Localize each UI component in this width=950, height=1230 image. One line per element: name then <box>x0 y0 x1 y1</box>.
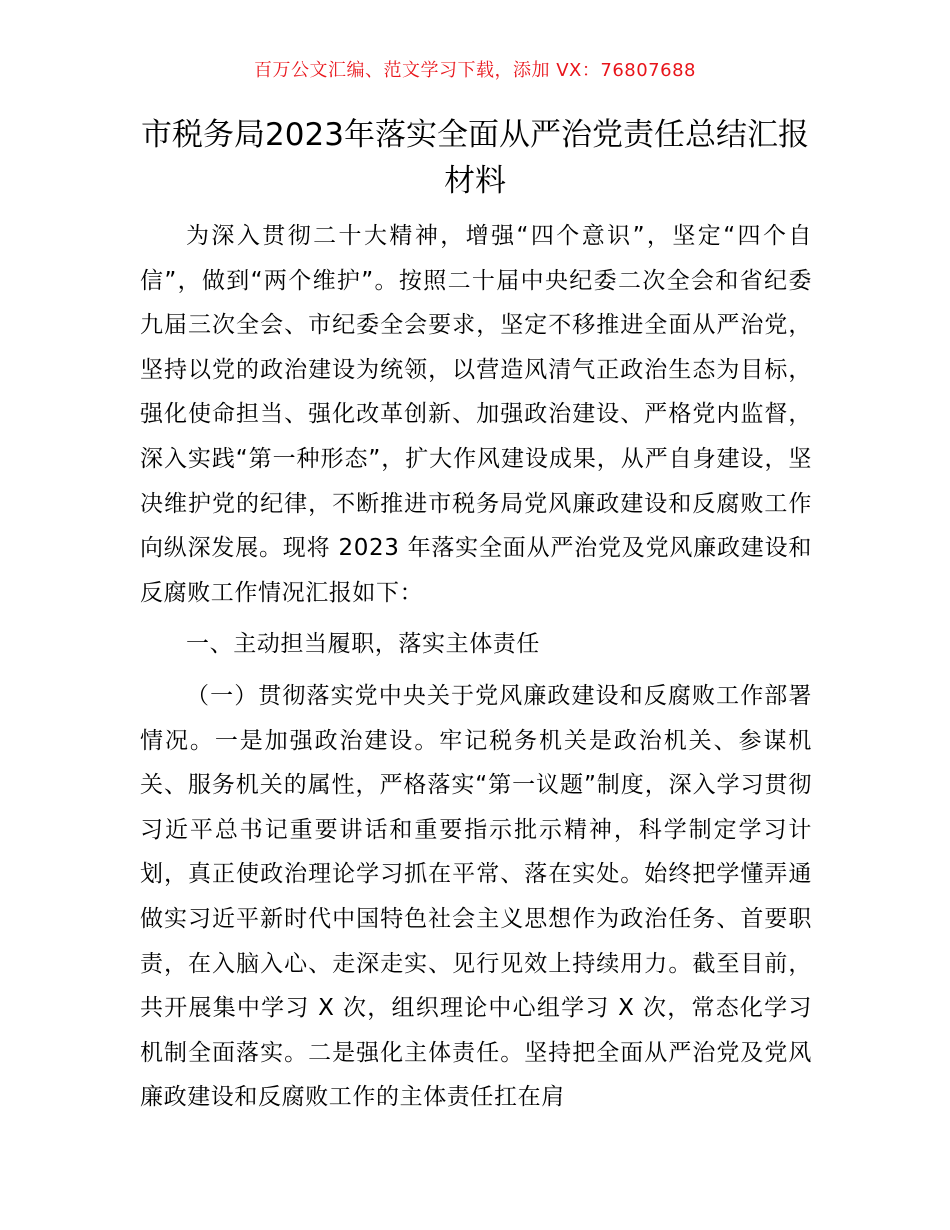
watermark-text: 百万公文汇编、范文学习下载，添加 VX：76807688 <box>254 60 696 81</box>
subsection-paragraph: （一）贯彻落实党中央关于党风廉政建设和反腐败工作部署情况。一是加强政治建设。牢记税务机关是政治机关、参谋机关、服务机关的属性，严格落实“第一议题”制度，深入学习贯彻习近平总书记重要讲话和重要指示批示精神，科学制定学习计划，真正使政治理论学习抓在平常、落在实处。始终把学懂弄通做实习近平新时代中国特色社会主义思想作为政治任务、首要职责，在入脑入心、走深走实、见行见效上持续用力。截至目前，共开展集中学习 X 次，组织理论中心组学习 X 次，常态化学习机制全面落实。二是强化主体责任。坚持把全面从严治党及党风廉政建设和反腐败工作的主体责任扛在肩 <box>140 682 812 1111</box>
document-body <box>140 214 812 1120</box>
intro-paragraph: 为深入贯彻二十大精神，增强“四个意识”，坚定“四个自信”，做到“两个维护”。按照二十届中央纪委二次全会和省纪委九届三次全会、市纪委全会要求，坚定不移推进全面从严治党，坚持以党的政治建设为统领，以营造风清气正政治生态为目标，强化使命担当、强化改革创新、加强政治建设、严格党内监督，深入实践“第一种形态”，扩大作风建设成果，从严自身建设，坚决维护党的纪律，不断推进市税务局党风廉政建设和反腐败工作向纵深发展。现将 2023 年落实全面从严治党及党风廉政建设和反腐败工作情况汇报如下： <box>140 223 812 606</box>
section-heading: 一、主动担当履职，落实主体责任 <box>186 631 540 658</box>
document-title: 市税务局2023年落实全面从严治党责任总结汇报材料 <box>141 117 809 199</box>
